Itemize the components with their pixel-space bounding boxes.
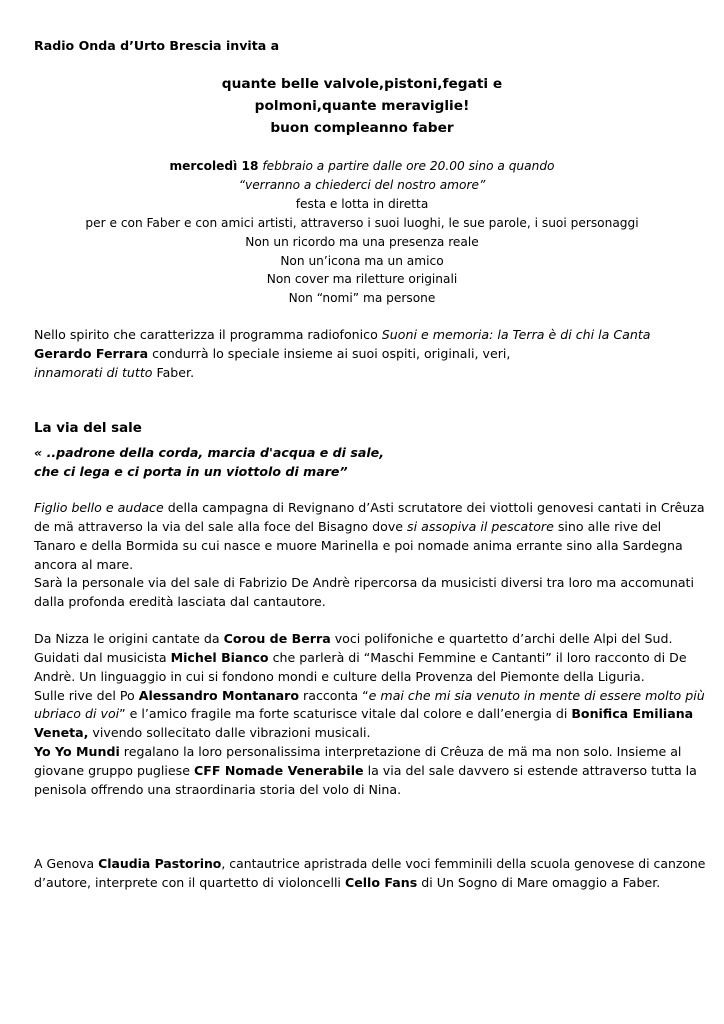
section-quote-1: « ..padrone della corda, marcia d'acqua e di sale, — [34, 445, 384, 460]
para3-line-2: d’autore, interprete con il quartetto di violoncelli Cello Fans di Un Sogno di Mare omaggio a Faber. — [34, 875, 661, 890]
para2-line-9: penisola offrendo una straordinaria storia del volo di Nina. — [34, 782, 402, 797]
para2-line-4: Sulle rive del Po Alessandro Montanaro racconta “e mai che mi sia venuto in mente di essere molto più — [34, 688, 705, 703]
para1-line-4: ancora al mare. — [34, 557, 134, 572]
para1-line-1: Figlio bello e audace della campagna di Revignano d’Asti scrutatore dei viottoli genovesi cantati in Crêuza — [34, 500, 705, 515]
inviter-line: Radio Onda d’Urto Brescia invita a — [34, 38, 280, 53]
intro-line-3: innamorati di tutto Faber. — [34, 365, 195, 380]
title-line-2: polmoni,quante meraviglie! — [254, 98, 470, 114]
para2-line-6: Veneta, vivendo sollecitato dalle vibrazioni musicali. — [34, 725, 371, 740]
para2-line-8: giovane gruppo pugliese CFF Nomade Venerabile la via del sale davvero si estende attraverso tutta la — [34, 763, 697, 778]
section-heading: La via del sale — [34, 421, 142, 436]
para2-line-7: Yo Yo Mundi regalano la loro personalissima interpretazione di Crêuza de mä ma non solo. Insieme al — [34, 744, 682, 759]
event-quote: “verranno a chiederci del nostro amore” — [238, 178, 486, 192]
para1-line-6: dalla profonda eredità lasciata dal cantautore. — [34, 594, 326, 609]
para2-line-5: ubriaco di voi” e l’amico fragile ma forte scaturisce vitale dal colore e dall’energia di Bonifica Emiliana — [34, 706, 694, 721]
event-date-line: mercoledì 18 febbraio a partire dalle ore 20.00 sino a quando — [169, 159, 555, 173]
event-ricordo: Non un ricordo ma una presenza reale — [245, 235, 479, 249]
para2-line-3: Andrè. Un linguaggio in cui si fondono mondi e culture della Provenza del Piemonte della Liguria. — [34, 669, 645, 684]
para2-line-2: Guidati dal musicista Michel Bianco che parlerà di “Maschi Femmine e Cantanti” il loro racconto di De — [34, 650, 687, 665]
event-nomi: Non “nomi” ma persone — [288, 291, 436, 305]
para3-line-1: A Genova Claudia Pastorino, cantautrice apristrada delle voci femminili della scuola genovese di canzone — [34, 856, 706, 871]
event-per: per e con Faber e con amici artisti, attraverso i suoi luoghi, le sue parole, i suoi personaggi — [85, 216, 639, 230]
intro-line-2: Gerardo Ferrara condurrà lo speciale insieme ai suoi ospiti, originali, veri, — [34, 346, 511, 361]
event-icona: Non un’icona ma un amico — [280, 254, 444, 268]
intro-line-1: Nello spirito che caratterizza il programma radiofonico Suoni e memoria: la Terra è di chi la Canta — [34, 327, 651, 342]
event-cover: Non cover ma riletture originali — [266, 272, 458, 286]
para1-line-2: de mä attraverso la via del sale alla foce del Bisagno dove si assopiva il pescatore sino alle rive del — [34, 519, 662, 534]
para2-line-1: Da Nizza le origini cantate da Corou de Berra voci polifoniche e quartetto d’archi delle Alpi del Sud. — [34, 631, 673, 646]
section-quote-2: che ci lega e ci porta in un viottolo di mare” — [34, 464, 348, 479]
title-line-3: buon compleanno faber — [270, 120, 454, 136]
para1-line-5: Sarà la personale via del sale di Fabrizio De Andrè ripercorsa da musicisti diversi tra loro ma accomunati — [34, 575, 694, 590]
event-festa: festa e lotta in diretta — [295, 197, 429, 211]
para1-line-3: Tanaro e della Bormida su cui nasce e muore Marinella e poi nomade anima errante sino alla Sardegna — [34, 538, 683, 553]
title-line-1: quante belle valvole,pistoni,fegati e — [221, 76, 503, 92]
